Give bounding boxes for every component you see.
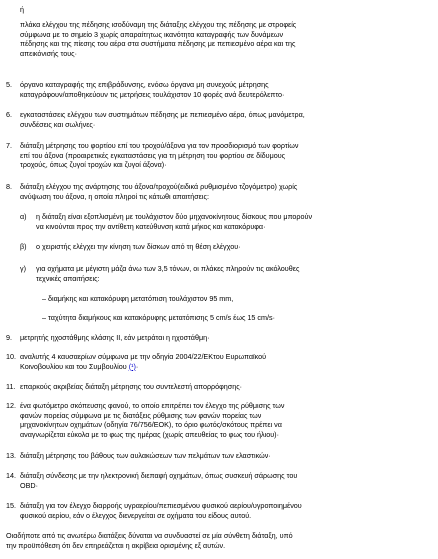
text-line: καταγράφουν/αποθηκεύουν τις μετρήσεις τουλάχιστον 10 φορές ανά δευτερόλεπτο·: [20, 89, 285, 99]
text-line: διάταξη ελέγχου της ανάρτησης του άξονα/τροχού(ειδικά ρυθμισμένο τζογόμετρο) χωρίς: [20, 182, 298, 191]
text-line: πέδησης και της πίεσης του αέρα στα συστήματα πέδησης με πεπιεσμένο αέρα και της: [20, 39, 296, 49]
list-item: [20, 80, 284, 99]
item-number: 13.: [6, 451, 16, 460]
text-line: διάταξη μέτρησης του φορτίου επί του τροχού/άξονα για τον προσδιορισμό των φορτίων: [20, 141, 299, 150]
text-line: διάταξη μέτρησης του βάθους των αυλακώσεων των πελμάτων των ελαστικών·: [20, 451, 271, 460]
text-line: φανών πορείας σύμφωνα με τις διατάξεις ρύθμισης των φανών πορείας των: [20, 410, 262, 420]
text-line-with-footnote: [20, 362, 266, 372]
text-line: την προϋπόθεση ότι δεν επηρεάζεται η ακρίβεια ορισμένης εξ αυτών.: [6, 540, 226, 550]
item-number: 9.: [6, 333, 12, 342]
sub-item: [36, 212, 312, 231]
list-item: [20, 352, 266, 371]
list-item: [20, 382, 242, 392]
text-line: απεικόνισής τους·: [20, 48, 78, 58]
subitem-label: γ): [20, 264, 26, 273]
text-line: φυσικού αερίου, εάν ο έλεγχος διενεργείται σε οχήματα του είδους αυτού.: [20, 510, 252, 520]
dash-item: – ταχύτητα διαμήκους και κατακόρυφης μετατόπισης 5 cm/s έως 15 cm/s·: [42, 313, 275, 322]
top-marker: ή: [20, 5, 24, 14]
subitem-label: β): [20, 242, 27, 251]
list-item: [20, 182, 297, 201]
item-number: 10.: [6, 352, 16, 361]
text-line: ο χειριστής ελέγχει την κίνηση των δίσκων από τη θέση ελέγχου·: [36, 242, 241, 251]
text-line: διάταξη σύνδεσης με την ηλεκτρονική διεπαφή οχημάτων, όπως συσκευή σάρωσης του: [20, 471, 298, 480]
item-number: 8.: [6, 182, 12, 191]
list-item: [20, 333, 209, 343]
list-item: [20, 110, 305, 129]
closing-paragraph: [6, 531, 293, 550]
list-item: [20, 501, 302, 520]
list-item: [20, 471, 297, 490]
item-number: 15.: [6, 501, 16, 510]
text-line: εγκαταστάσεις ελέγχου των συστημάτων πέδησης με πεπιεσμένο αέρα, όπως μανόμετρα,: [20, 110, 305, 119]
item-number: 7.: [6, 141, 12, 150]
text-line: Κοινοβουλίου και του Συμβουλίου: [20, 361, 127, 371]
list-item: [20, 401, 285, 439]
subitem-label: α): [20, 212, 27, 221]
sub-item: [36, 242, 241, 252]
item-number: 14.: [6, 471, 16, 480]
text-line: διάταξη για τον έλεγχο διαρροής υγραερίου/πεπιεσμένου φυσικού αερίου/υγροποιημένου: [20, 501, 302, 510]
text-line: σύμφωνα με το σημείο 3 χωρίς απαραίτητως ικανότητα καταγραφής των δυνάμεων: [20, 29, 284, 39]
intro-paragraph: [20, 20, 296, 58]
text-line: OBD·: [20, 480, 38, 490]
text-line: ανύψωση του άξονα, η οποία πληροί τις κάτωθι απαιτήσεις:: [20, 191, 209, 201]
item-number: 5.: [6, 80, 12, 89]
text-line: μετρητής ηχοστάθμης κλάσης II, εάν μετράται η ηχοστάθμη·: [20, 333, 210, 342]
dash-item: – διαμήκης και κατακόρυφη μετατόπιση τουλάχιστον 95 mm,: [42, 294, 234, 303]
text-line: τεχνικές απαιτήσεις:: [36, 273, 100, 283]
text-line: συνδέσεις και σωλήνες·: [20, 119, 96, 129]
text-line: η διάταξη είναι εξοπλισμένη με τουλάχιστον δύο μηχανοκίνητους δίσκους που μπορούν: [36, 212, 313, 221]
footnote-link[interactable]: (¹): [128, 361, 136, 371]
text-line: επαρκούς ακριβείας διάταξη μέτρησης του συντελεστή απορρόφησης·: [20, 382, 243, 391]
item-number: 6.: [6, 110, 12, 119]
text-line: πλάκα ελέγχου της πέδησης ισοδύναμη της διάταξης ελέγχου της πέδησης με στροφείς: [20, 20, 297, 29]
list-item: [20, 451, 271, 461]
item-number: 12.: [6, 401, 16, 410]
item-number: 11.: [6, 382, 16, 391]
list-item: [20, 141, 299, 170]
text-line: τροχούς, όπως ζυγοί τροχών και ζυγοί άξονα)·: [20, 160, 167, 170]
text-line: για οχήματα με μέγιστη μάζα άνω των 3,5 τόνων, οι πλάκες πληρούν τις ακόλουθες: [36, 264, 300, 273]
text-line: επί του άξονα (προαιρετικές εγκαταστάσεις για τη μέτρηση του φορτίου σε δίδυμους: [20, 150, 286, 160]
text-line: αναλυτής 4 καυσαερίων σύμφωνα με την οδηγία 2004/22/ΕΚτου Ευρωπαϊκού: [20, 352, 267, 361]
text-line: ένα φωτόμετρο σκόπευσης φανού, το οποίο επιτρέπει τον έλεγχο της ρύθμισης των: [20, 401, 285, 410]
text-line: αναγνωρίζεται εύκολα με το φως της ημέρας (χωρίς απευθείας το φως του ήλιου)·: [20, 429, 279, 439]
text-line: Οιαδήποτε από τις ανωτέρω διατάξεις δύναται να συνδυαστεί σε μία σύνθετη διάταξη, υπό: [6, 531, 293, 540]
text-punctuation: ·: [135, 361, 139, 371]
text-line: μηχανοκίνητων οχημάτων (οδηγία 76/756/ΕΟΚ), το όριο φωτός/σκότους πρέπει να: [20, 420, 282, 430]
text-line: να κινούνται προς την αντίθετη κατεύθυνση κατά μήκος και κατακόρυφα·: [36, 221, 266, 231]
sub-item: [36, 264, 299, 283]
text-line: όργανο καταγραφής της επιβράδυνσης, ενόσω όργανα μη συνεχούς μέτρησης: [20, 80, 269, 89]
